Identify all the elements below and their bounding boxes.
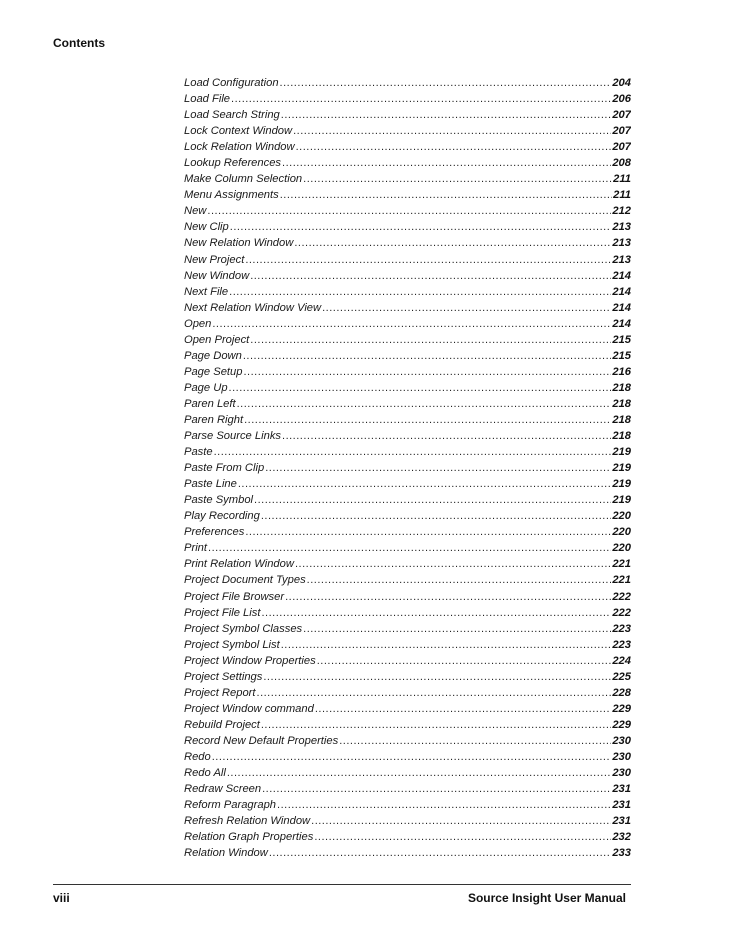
toc-entry[interactable] <box>184 396 631 412</box>
dot-leader <box>315 701 611 717</box>
toc-entry-page[interactable]: 221 <box>612 558 631 571</box>
dot-leader <box>261 605 611 621</box>
dot-leader <box>212 316 611 332</box>
toc-entry-title[interactable]: Paren Left <box>184 397 236 410</box>
toc-entry-page[interactable]: 221 <box>612 574 631 587</box>
toc-entry[interactable] <box>184 637 631 653</box>
toc-entry-page[interactable]: 207 <box>612 109 631 122</box>
toc-entry[interactable] <box>184 621 631 637</box>
toc-entry-title[interactable]: Project Symbol Classes <box>184 622 303 635</box>
section-title: Contents <box>53 36 105 50</box>
toc-entry-page[interactable]: 216 <box>612 365 631 378</box>
dot-leader <box>250 332 611 348</box>
toc-entry-page[interactable]: 219 <box>612 478 631 491</box>
dot-leader <box>322 300 611 316</box>
dot-leader <box>295 556 611 572</box>
dot-leader <box>207 203 611 219</box>
toc-entry-title[interactable]: Project File List <box>184 606 261 619</box>
toc-entry[interactable] <box>184 412 631 428</box>
dot-leader <box>243 364 611 380</box>
toc-entry-page[interactable]: 219 <box>612 446 631 459</box>
dot-leader <box>262 781 611 797</box>
dot-leader <box>281 107 612 123</box>
toc-entry[interactable] <box>184 685 631 701</box>
toc-entry[interactable] <box>184 476 631 492</box>
toc-entry-page[interactable]: 211 <box>613 189 631 202</box>
dot-leader <box>208 540 611 556</box>
toc-entry-title[interactable]: Redo All <box>184 767 226 780</box>
toc-entry-page[interactable]: 213 <box>612 237 631 250</box>
toc-entry[interactable] <box>184 380 631 396</box>
toc-entry[interactable] <box>184 508 631 524</box>
toc-entry-page[interactable]: 220 <box>612 542 631 555</box>
dot-leader <box>237 396 612 412</box>
toc-entry-title[interactable]: Paren Right <box>184 413 244 426</box>
toc-entry-page[interactable]: 213 <box>612 221 631 234</box>
dot-leader <box>303 621 611 637</box>
dot-leader <box>317 653 612 669</box>
toc-entry[interactable] <box>184 348 631 364</box>
toc-entry-page[interactable]: 231 <box>612 815 631 828</box>
toc-entry[interactable] <box>184 845 631 861</box>
toc-entry-page[interactable]: 212 <box>612 205 631 218</box>
toc-entry-page[interactable]: 230 <box>612 767 631 780</box>
toc-entry[interactable] <box>184 284 631 300</box>
dot-leader <box>245 524 611 540</box>
toc-entry[interactable] <box>184 75 631 91</box>
toc-entry-title[interactable]: Paste From Clip <box>184 462 265 475</box>
toc-entry-title[interactable]: Open Project <box>184 333 250 346</box>
footer-divider <box>53 884 631 885</box>
toc-entry-title[interactable]: Redo <box>184 750 211 763</box>
toc-entry-title[interactable]: Parse Source Links <box>184 430 282 443</box>
toc-entry[interactable] <box>184 733 631 749</box>
toc-entry-page[interactable]: 208 <box>612 157 631 170</box>
dot-leader <box>261 717 611 733</box>
toc-entry-page[interactable]: 223 <box>612 622 631 635</box>
dot-leader <box>231 91 611 107</box>
toc-entry-page[interactable]: 222 <box>612 590 631 603</box>
dot-leader <box>269 845 611 861</box>
toc-entry-title[interactable]: Print Relation Window <box>184 558 294 571</box>
dot-leader <box>261 508 611 524</box>
toc-entry-page[interactable]: 206 <box>612 93 631 106</box>
toc-entry-title[interactable]: Make Column Selection <box>184 173 303 186</box>
dot-leader <box>238 476 611 492</box>
toc-entry-title[interactable]: Project Symbol List <box>184 638 280 651</box>
toc-entry-title[interactable]: Project Report <box>184 686 256 699</box>
toc-entry-title[interactable]: New <box>184 205 207 218</box>
toc-entry[interactable] <box>184 572 631 588</box>
toc-entry-title[interactable]: Project Window Properties <box>184 654 316 667</box>
toc-entry-page[interactable]: 223 <box>612 638 631 651</box>
toc-entry-title[interactable]: Lock Relation Window <box>184 141 295 154</box>
toc-entry[interactable] <box>184 701 631 717</box>
toc-entry-title[interactable]: Page Down <box>184 349 242 362</box>
dot-leader <box>314 829 611 845</box>
toc-entry[interactable] <box>184 107 631 123</box>
dot-leader <box>277 797 611 813</box>
toc-entry-page[interactable]: 219 <box>612 462 631 475</box>
toc-entry[interactable] <box>184 364 631 380</box>
toc-entry[interactable] <box>184 268 631 284</box>
toc-entry-page[interactable]: 228 <box>612 686 631 699</box>
toc-entry-title[interactable]: Project File Browser <box>184 590 285 603</box>
toc-entry[interactable] <box>184 300 631 316</box>
dot-leader <box>280 187 612 203</box>
toc-entry-page[interactable]: 218 <box>612 413 631 426</box>
toc-entry[interactable] <box>184 669 631 685</box>
toc-entry-page[interactable]: 207 <box>612 141 631 154</box>
dot-leader <box>285 589 611 605</box>
toc-entry-page[interactable]: 231 <box>612 799 631 812</box>
dot-leader <box>293 123 611 139</box>
toc-entry[interactable] <box>184 797 631 813</box>
toc-entry-title[interactable]: Load File <box>184 93 231 106</box>
toc-entry-page[interactable]: 214 <box>612 285 631 298</box>
toc-entry-page[interactable]: 214 <box>612 317 631 330</box>
toc-entry-page[interactable]: 215 <box>612 333 631 346</box>
dot-leader <box>265 460 611 476</box>
toc-entry-page[interactable]: 204 <box>612 77 631 89</box>
toc-entry-title[interactable]: Project Window command <box>184 702 314 715</box>
toc-entry-title[interactable]: New Clip <box>184 221 229 234</box>
dot-leader <box>227 765 611 781</box>
toc-entry-title[interactable]: New Project <box>184 253 245 266</box>
toc-entry-title[interactable]: Page Setup <box>184 365 243 378</box>
table-of-contents <box>184 75 631 861</box>
toc-entry-title[interactable]: New Window <box>184 269 250 282</box>
toc-entry[interactable] <box>184 653 631 669</box>
dot-leader <box>296 139 612 155</box>
toc-entry[interactable] <box>184 717 631 733</box>
toc-entry-page[interactable]: 225 <box>612 670 631 683</box>
dot-leader <box>254 492 611 508</box>
toc-entry-title[interactable]: Next Relation Window View <box>184 301 322 314</box>
footer-page-number: viii <box>53 891 70 905</box>
toc-entry-title[interactable]: Open <box>184 317 212 330</box>
dot-leader <box>294 235 611 251</box>
toc-entry[interactable] <box>184 829 631 845</box>
toc-entry[interactable] <box>184 540 631 556</box>
dot-leader <box>230 219 612 235</box>
toc-entry-page[interactable]: 232 <box>612 831 631 844</box>
toc-entry-title[interactable]: Paste Symbol <box>184 494 254 507</box>
toc-entry-page[interactable]: 231 <box>612 783 631 796</box>
toc-entry-title[interactable]: Project Settings <box>184 670 263 683</box>
dot-leader <box>244 412 611 428</box>
toc-entry-title[interactable]: Record New Default Properties <box>184 734 339 747</box>
dot-leader <box>307 572 612 588</box>
toc-entry-page[interactable]: 230 <box>612 734 631 747</box>
toc-entry-page[interactable]: 214 <box>612 269 631 282</box>
toc-entry-title[interactable]: Project Document Types <box>184 574 306 587</box>
toc-entry-title[interactable]: Play Recording <box>184 510 260 523</box>
toc-entry[interactable] <box>184 444 631 460</box>
toc-entry-page[interactable]: 207 <box>612 125 631 138</box>
toc-entry-page[interactable]: 229 <box>612 718 631 731</box>
toc-entry-title[interactable]: Paste Line <box>184 478 237 491</box>
toc-entry-title[interactable]: New Relation Window <box>184 237 294 250</box>
dot-leader <box>229 284 611 300</box>
toc-entry-page[interactable]: 224 <box>612 654 631 667</box>
dot-leader <box>280 75 612 91</box>
toc-entry-title[interactable]: Redraw Screen <box>184 783 262 796</box>
toc-entry[interactable] <box>184 91 631 107</box>
toc-entry[interactable] <box>184 139 631 155</box>
toc-entry-title[interactable]: Reform Paragraph <box>184 799 277 812</box>
toc-entry[interactable] <box>184 813 631 829</box>
dot-leader <box>245 252 611 268</box>
toc-entry-page[interactable]: 211 <box>613 173 631 186</box>
dot-leader <box>282 155 611 171</box>
toc-entry[interactable] <box>184 332 631 348</box>
toc-entry[interactable] <box>184 492 631 508</box>
dot-leader <box>212 749 612 765</box>
toc-entry-title[interactable]: Lock Context Window <box>184 125 293 138</box>
toc-entry-page[interactable]: 214 <box>612 301 631 314</box>
footer-manual-title: Source Insight User Manual <box>467 891 626 905</box>
dot-leader <box>229 380 612 396</box>
dot-leader <box>250 268 611 284</box>
toc-entry-page[interactable]: 218 <box>612 381 631 394</box>
toc-entry[interactable] <box>184 171 631 187</box>
toc-entry[interactable] <box>184 589 631 605</box>
toc-entry-title[interactable]: Refresh Relation Window <box>184 815 311 828</box>
toc-entry-title[interactable]: Page Up <box>184 381 228 394</box>
toc-entry-title[interactable]: Relation Graph Properties <box>184 831 314 844</box>
dot-leader <box>339 733 611 749</box>
dot-leader <box>214 444 612 460</box>
toc-entry-title[interactable]: Relation Window <box>184 847 268 860</box>
dot-leader <box>311 813 611 829</box>
dot-leader <box>303 171 612 187</box>
toc-entry[interactable] <box>184 203 631 219</box>
toc-entry-page[interactable]: 229 <box>612 702 631 715</box>
toc-entry[interactable] <box>184 252 631 268</box>
toc-entry[interactable] <box>184 556 631 572</box>
dot-leader <box>243 348 611 364</box>
toc-entry-title[interactable]: Print <box>184 542 208 555</box>
toc-entry-title[interactable]: Paste <box>184 446 213 459</box>
toc-entry-page[interactable]: 219 <box>612 494 631 507</box>
toc-entry[interactable] <box>184 524 631 540</box>
toc-entry[interactable] <box>184 765 631 781</box>
toc-entry[interactable] <box>184 219 631 235</box>
toc-entry[interactable] <box>184 316 631 332</box>
toc-entry-title[interactable]: Load Search String <box>184 109 280 122</box>
toc-entry-page[interactable]: 220 <box>612 510 631 523</box>
toc-entry-page[interactable]: 233 <box>612 847 631 860</box>
toc-entry-title[interactable]: Lookup References <box>184 157 282 170</box>
toc-entry-title[interactable]: Load Configuration <box>184 77 279 89</box>
dot-leader <box>257 685 612 701</box>
dot-leader <box>281 637 612 653</box>
toc-entry[interactable] <box>184 187 631 203</box>
toc-entry[interactable] <box>184 235 631 251</box>
toc-entry-page[interactable]: 218 <box>612 430 631 443</box>
toc-entry[interactable] <box>184 428 631 444</box>
toc-entry-page[interactable]: 213 <box>612 253 631 266</box>
toc-entry-page[interactable]: 222 <box>612 606 631 619</box>
toc-entry-page[interactable]: 215 <box>612 349 631 362</box>
toc-entry[interactable] <box>184 123 631 139</box>
toc-entry[interactable] <box>184 460 631 476</box>
toc-entry[interactable] <box>184 781 631 797</box>
toc-entry[interactable] <box>184 749 631 765</box>
toc-entry-title[interactable]: Preferences <box>184 526 245 539</box>
toc-entry[interactable] <box>184 155 631 171</box>
toc-entry-title[interactable]: Next File <box>184 285 229 298</box>
toc-entry-page[interactable]: 230 <box>612 750 631 763</box>
toc-entry-title[interactable]: Menu Assignments <box>184 189 279 202</box>
toc-entry-page[interactable]: 220 <box>612 526 631 539</box>
toc-entry-page[interactable]: 218 <box>612 397 631 410</box>
dot-leader <box>282 428 611 444</box>
toc-entry-title[interactable]: Rebuild Project <box>184 718 260 731</box>
dot-leader <box>263 669 611 685</box>
toc-entry[interactable] <box>184 605 631 621</box>
